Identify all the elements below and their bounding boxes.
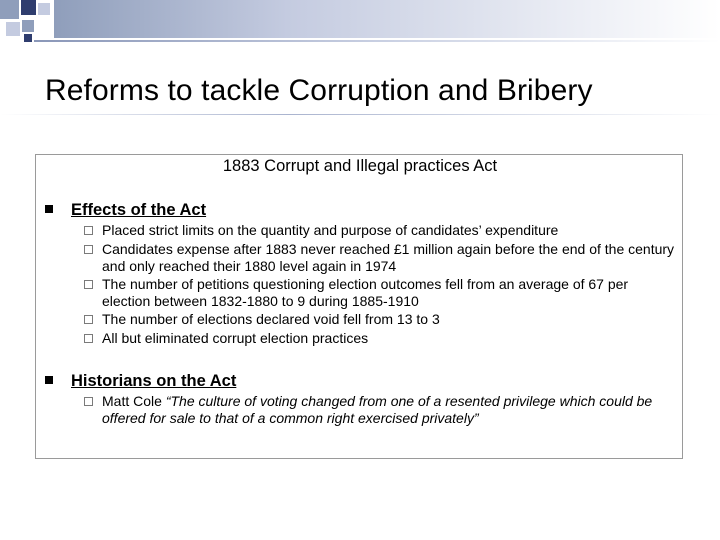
list-item-quote xyxy=(84,393,680,426)
corner-square-2 xyxy=(21,0,36,15)
header-rule xyxy=(34,40,720,42)
square-bullet-icon xyxy=(45,205,53,213)
list-item-text: The number of elections declared void fell from 13 to 3 xyxy=(102,311,440,327)
title-rule xyxy=(0,114,720,115)
list-item-text: All but eliminated corrupt election practices xyxy=(102,330,369,346)
section-heading-text: Effects of the Act xyxy=(71,201,207,219)
list-item xyxy=(84,276,680,309)
box-heading: 1883 Corrupt and Illegal practices Act xyxy=(222,157,498,175)
list-item-text: Candidates expense after 1883 never reached £1 million again before the end of the century and only reached their 1880 level again in 1974 xyxy=(102,241,675,274)
corner-square-3 xyxy=(38,3,50,15)
quote-text xyxy=(102,393,680,426)
list-item xyxy=(84,311,680,328)
section-heading-text: Historians on the Act xyxy=(71,372,237,390)
section-heading-effects xyxy=(45,201,206,220)
list-item-text: Placed strict limits on the quantity and purpose of candidates’ expenditure xyxy=(102,222,559,238)
list-item xyxy=(84,330,680,347)
slide-title: Reforms to tackle Corruption and Bribery xyxy=(45,74,593,107)
quote-body: “The culture of voting changed from one of a resented privilege which could be offered for sale to that of a common right exercised privately” xyxy=(102,393,653,426)
checkbox-bullet-icon xyxy=(84,397,93,406)
checkbox-bullet-icon xyxy=(84,334,93,343)
list-item-text: The number of petitions questioning election outcomes fell from an average of 67 per election between 1832-1880 to 9 during 1885-1910 xyxy=(102,276,629,309)
list-item xyxy=(84,241,680,274)
header-gradient-bar xyxy=(54,0,720,38)
square-bullet-icon xyxy=(45,376,53,384)
corner-square-5 xyxy=(22,20,34,32)
corner-square-6 xyxy=(24,34,32,42)
quote-author: Matt Cole xyxy=(102,393,166,409)
checkbox-bullet-icon xyxy=(84,245,93,254)
section-heading-historians xyxy=(45,372,236,391)
checkbox-bullet-icon xyxy=(84,280,93,289)
corner-square-4 xyxy=(6,22,20,36)
list-item xyxy=(84,222,680,239)
corner-square-1 xyxy=(0,0,19,19)
checkbox-bullet-icon xyxy=(84,315,93,324)
checkbox-bullet-icon xyxy=(84,226,93,235)
